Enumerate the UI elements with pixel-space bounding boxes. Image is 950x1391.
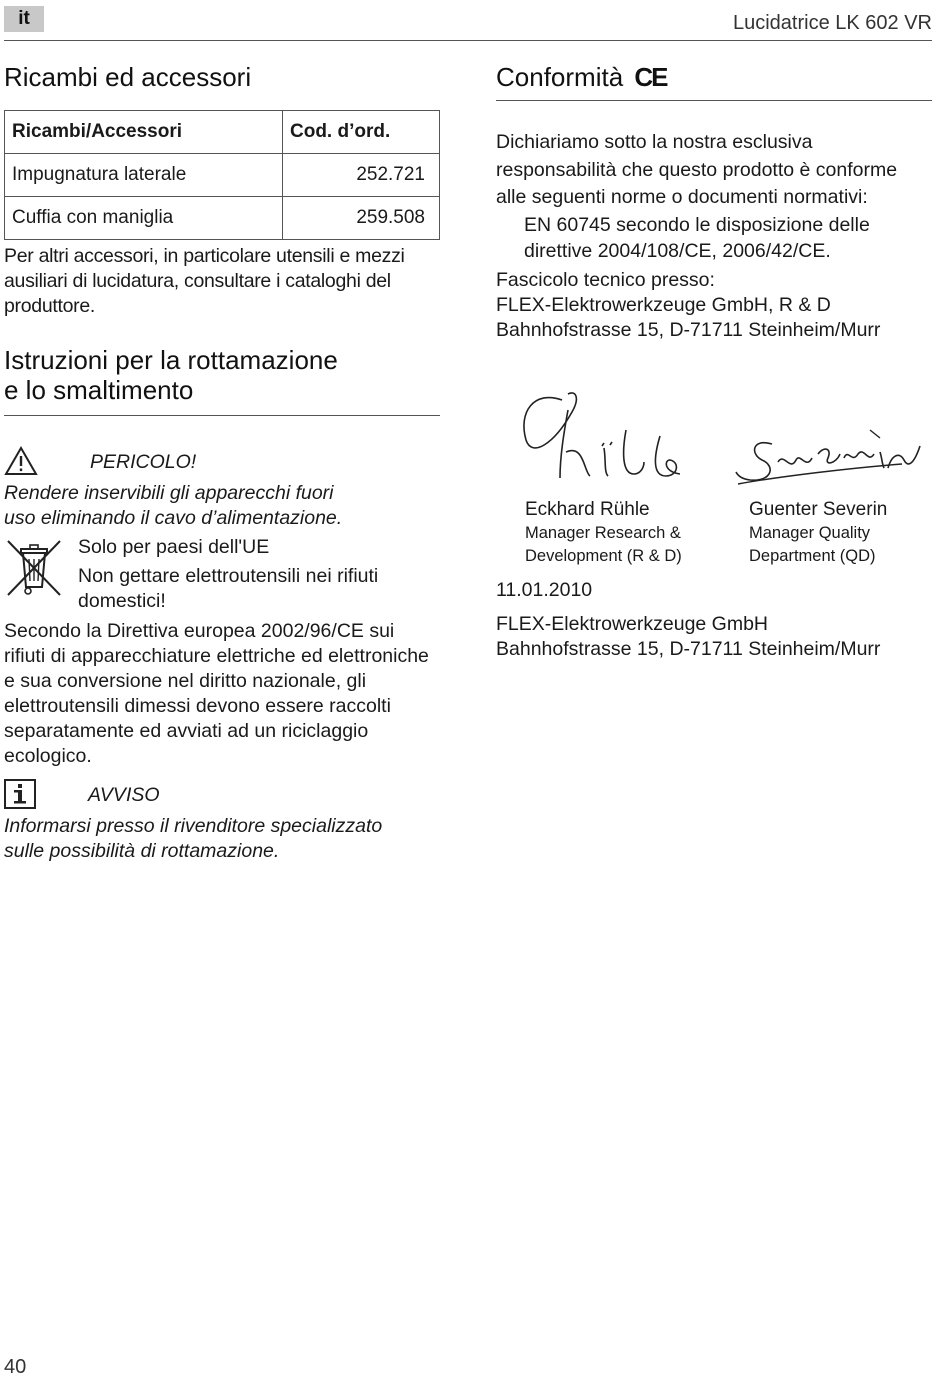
spares-heading: Ricambi ed accessori (4, 62, 252, 92)
signature-footer (496, 578, 932, 662)
signatory-role-line2: Development (R & D) (525, 547, 682, 565)
company-line2: Bahnhofstrasse 15, D-71711 Steinheim/Murr (496, 638, 881, 660)
header-rule (4, 40, 932, 41)
danger-text-line1: Rendere inservibili gli apparecchi fuori (4, 482, 334, 504)
directive-text: Secondo la Direttiva europea 2002/96/CE sui rifiuti di apparecchiature elettriche ed elettroniche e sua conversione nel diritto nazionale, gli elettroutensili dimessi devono essere raccolti separatamente ed avviati ad un riciclaggio ecologico. (4, 620, 429, 767)
table-cell: 259.508 (283, 197, 440, 240)
document-title: Lucidatrice LK 602 VR (732, 12, 932, 34)
left-column (4, 60, 440, 864)
ce-mark: CE (634, 62, 667, 92)
disposal-heading-line1: Istruzioni per la rottamazione (4, 345, 338, 375)
conformity-heading-text: Conformità (496, 62, 624, 92)
danger-label: PERICOLO! (90, 451, 197, 473)
eu-only-text: Solo per paesi dell'UE (78, 536, 270, 558)
weee-block (4, 535, 440, 614)
table-cell: Cuffia con maniglia (5, 197, 283, 240)
signatory-role-line1: Manager Quality (749, 524, 871, 542)
signatory-role-line1: Manager Research & (525, 524, 681, 542)
signatory-name: Eckhard Rühle (525, 499, 650, 520)
spares-note: Per altri accessori, in particolare utensili e mezzi ausiliari di lucidatura, consultare i cataloghi del produttore. (4, 245, 405, 317)
table-cell: 252.721 (283, 154, 440, 197)
weee-text-line1: Non gettare elettroutensili nei rifiuti (78, 565, 379, 587)
page-number: 40 (4, 1356, 27, 1378)
standard-line2: direttive 2004/108/CE, 2006/42/CE. (524, 239, 831, 262)
warning-triangle-icon (4, 446, 90, 481)
right-column (496, 60, 932, 343)
signatory-name: Guenter Severin (749, 499, 888, 520)
table-header-cell: Cod. d’ord. (283, 111, 440, 154)
notice-text-line1: Informarsi presso il rivenditore specializzato (4, 815, 383, 837)
disposal-heading-rule (4, 415, 440, 416)
table-header-row (5, 111, 440, 154)
tech-file-line2: Bahnhofstrasse 15, D-71711 Steinheim/Murr (496, 318, 881, 341)
conformity-heading-rule (496, 100, 932, 101)
signature-ruehle (514, 382, 694, 490)
disposal-heading (4, 345, 440, 405)
table-header-cell: Ricambi/Accessori (5, 111, 283, 154)
language-badge: it (4, 6, 44, 32)
table-row (5, 197, 440, 240)
table-row (5, 154, 440, 197)
notice-heading (4, 779, 440, 814)
danger-text-line2: uso eliminando il cavo d’alimentazione. (4, 507, 343, 529)
notice-label: AVVISO (88, 784, 160, 806)
disposal-heading-line2: e lo smaltimento (4, 375, 194, 405)
signatory-role-line2: Department (QD) (749, 547, 876, 565)
signatory-2 (749, 498, 887, 568)
weee-text-line2: domestici! (78, 590, 166, 612)
table-cell: Impugnatura laterale (5, 154, 283, 197)
conformity-heading (496, 62, 932, 92)
danger-heading (4, 446, 440, 481)
crossed-bin-icon (4, 535, 78, 604)
notice-text-line2: sulle possibilità di rottamazione. (4, 840, 280, 862)
tech-file-line1: FLEX-Elektrowerkzeuge GmbH, R & D (496, 293, 831, 316)
declaration-text: Dichiariamo sotto la nostra esclusiva responsabilità che questo prodotto è conforme alle seguenti norme o documenti normativi: (496, 131, 898, 208)
signatory-1 (525, 498, 682, 568)
signature-severin (732, 424, 932, 494)
info-icon (4, 779, 88, 814)
company-line1: FLEX-Elektrowerkzeuge GmbH (496, 613, 769, 635)
declaration-date: 11.01.2010 (496, 579, 593, 601)
standard-line1: EN 60745 secondo le disposizione delle (524, 213, 870, 236)
tech-file-label: Fascicolo tecnico presso: (496, 268, 715, 291)
spares-table (4, 110, 440, 240)
